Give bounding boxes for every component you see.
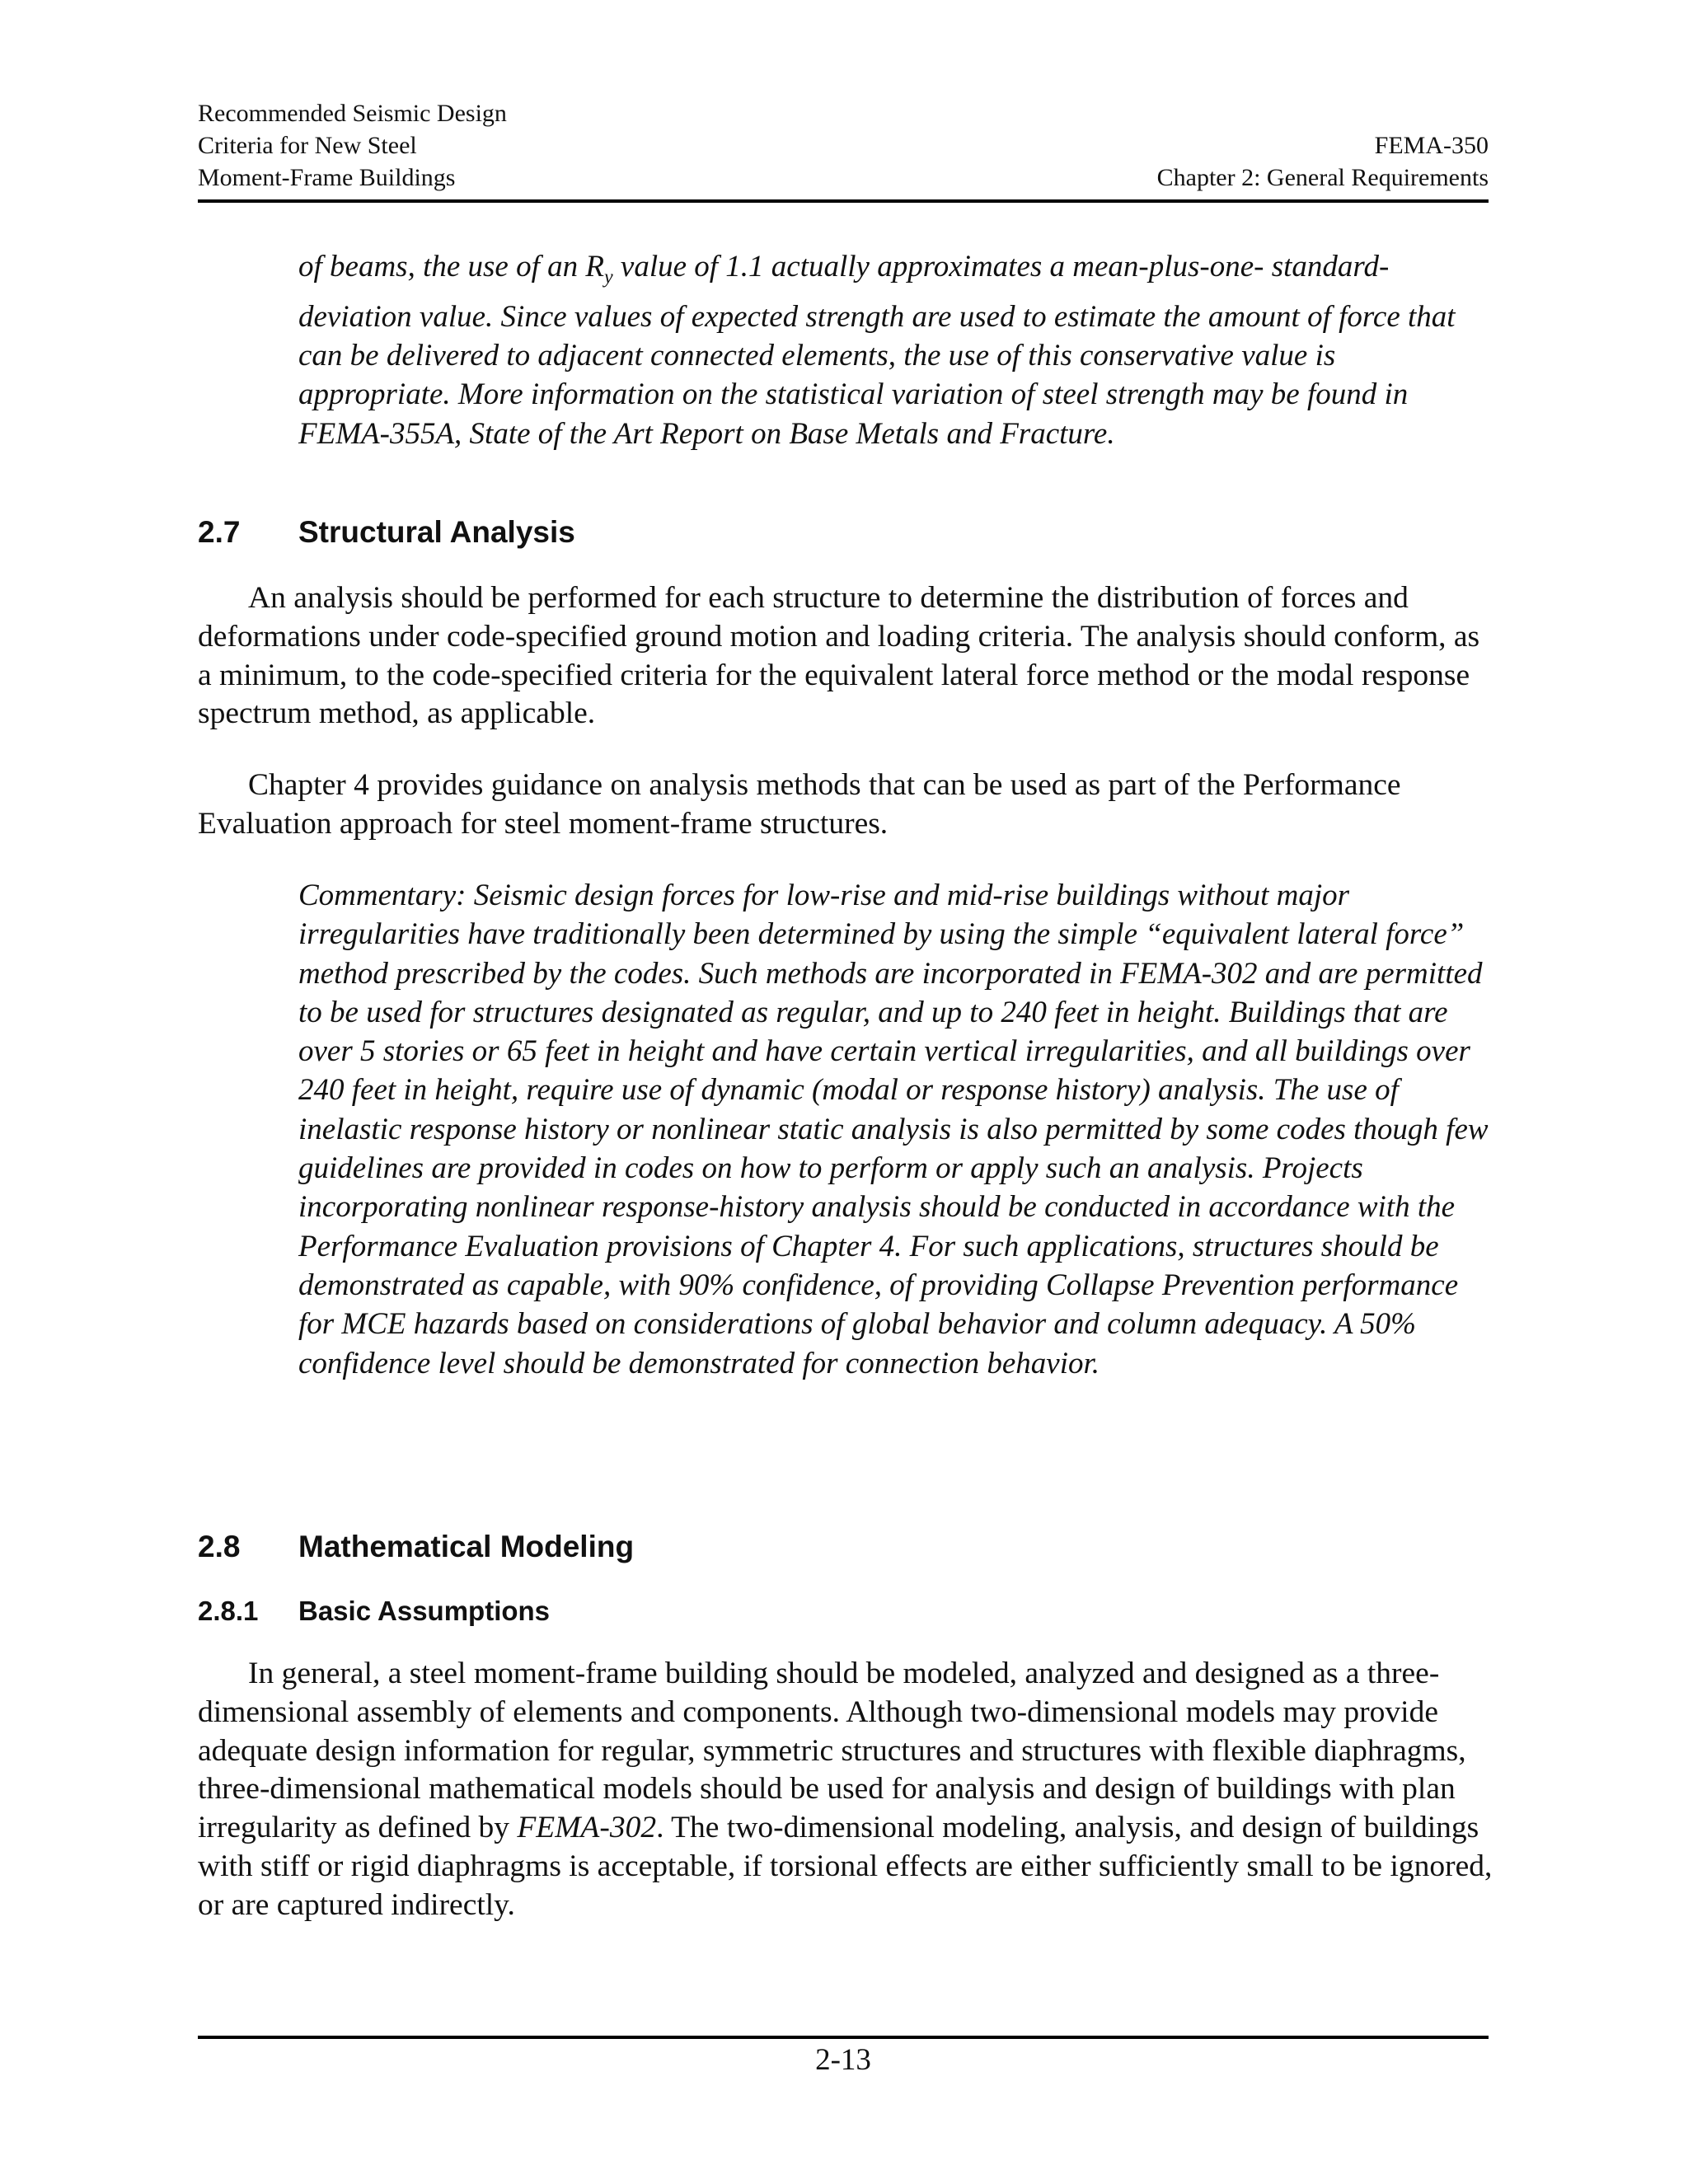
commentary-text: value of 1.1 actually approximates a mean-plus-one- (612, 250, 1264, 284)
document-reference: FEMA-302 (517, 1811, 657, 1845)
commentary-text: standard-deviation value. Since values of expected strength are used to estimate the amount of force that can be delivered to adjacent connected elements, the use of this conservative value is appropriate. More information on the statistical variation of steel strength may be found in FEMA-355A, State of the Art Report on Base Metals and Fracture. (298, 250, 1456, 451)
header-document-id (912, 97, 1489, 194)
commentary-continuation (298, 247, 1493, 453)
commentary-block (298, 876, 1493, 1383)
subsection-heading-2-8-1 (198, 1595, 550, 1628)
paragraph-text: . The two-dimensional modeling, analysis, and design of buildings with stiff or rigid diaphragms is acceptable, if torsional effects are either sufficiently small to be ignored, or are captured indirectly. (198, 1811, 1493, 1922)
body-paragraph (198, 1655, 1496, 1925)
subscript-y: y (603, 266, 613, 288)
section-title: Structural Analysis (298, 515, 575, 549)
paragraph-text: In general, a steel moment-frame building should be modeled, analyzed and designed as a three-dimensional assembly of elements and components. Although two-dimensional models may provide adequate design information for regular, symmetric structures and structures with flexible diaphragms, three-dimensional mathematical models should be used for analysis and design of buildings with plan irregularity as defined by (198, 1657, 1466, 1845)
commentary-paragraph (298, 247, 1493, 453)
section-title: Mathematical Modeling (298, 1530, 635, 1563)
commentary-text: of beams, the use of an R (298, 250, 604, 284)
paragraph-text: Chapter 4 provides guidance on analysis methods that can be used as part of the Performance Evaluation approach for steel moment-frame structures. (198, 768, 1401, 841)
section-heading-2-8 (198, 1529, 634, 1565)
commentary-paragraph: Commentary: Seismic design forces for low-rise and mid-rise buildings without major irregularities have traditionally been determined by using the simple “equivalent lateral force” method prescribed by the codes. Such methods are incorporated in FEMA-302 and are permitted to be used for structures designated as regular, and up to 240 feet in height. Buildings that are over 5 stories or 65 feet in height and have certain vertical irregularities, and all buildings over 240 feet in height, require use of dynamic (modal or response history) analysis. The use of inelastic response history or nonlinear static analysis is also permitted by some codes though few guidelines are provided in codes on how to perform or apply such an analysis. Projects incorporating nonlinear response-history analysis should be conducted in accordance with the Performance Evaluation provisions of Chapter 4. For such applications, structures should be demonstrated as capable, with 90% confidence, of providing Collapse Prevention performance for MCE hazards based on considerations of global behavior and column adequacy. A 50% confidence level should be demonstrated for connection behavior. (298, 879, 1489, 1380)
subsection-number: 2.8.1 (198, 1596, 259, 1626)
header-title-line: Recommended Seismic Design (198, 100, 507, 127)
body-paragraph (198, 766, 1496, 844)
header-document-title (198, 97, 775, 194)
section-heading-2-7 (198, 514, 575, 551)
header-chapter-title: Chapter 2: General Requirements (1156, 164, 1489, 191)
body-paragraph (198, 579, 1496, 733)
header-divider (198, 199, 1489, 203)
header-title-line: Criteria for New Steel (198, 132, 417, 159)
footer-divider (198, 2036, 1489, 2039)
section-number: 2.8 (198, 1530, 241, 1563)
paragraph-text: An analysis should be performed for each structure to determine the distribution of forces and deformations under code-specified ground motion and loading criteria. The analysis should conform, as a minimum, to the code-specified criteria for the equivalent lateral force method or the modal response spectrum method, as applicable. (198, 581, 1480, 731)
header-document-number: FEMA-350 (1374, 132, 1489, 159)
header-spacer (912, 97, 1489, 129)
header-title-line: Moment-Frame Buildings (198, 164, 456, 191)
page-number: 2-13 (815, 2043, 871, 2077)
subsection-title: Basic Assumptions (298, 1596, 551, 1626)
section-number: 2.7 (198, 515, 241, 549)
